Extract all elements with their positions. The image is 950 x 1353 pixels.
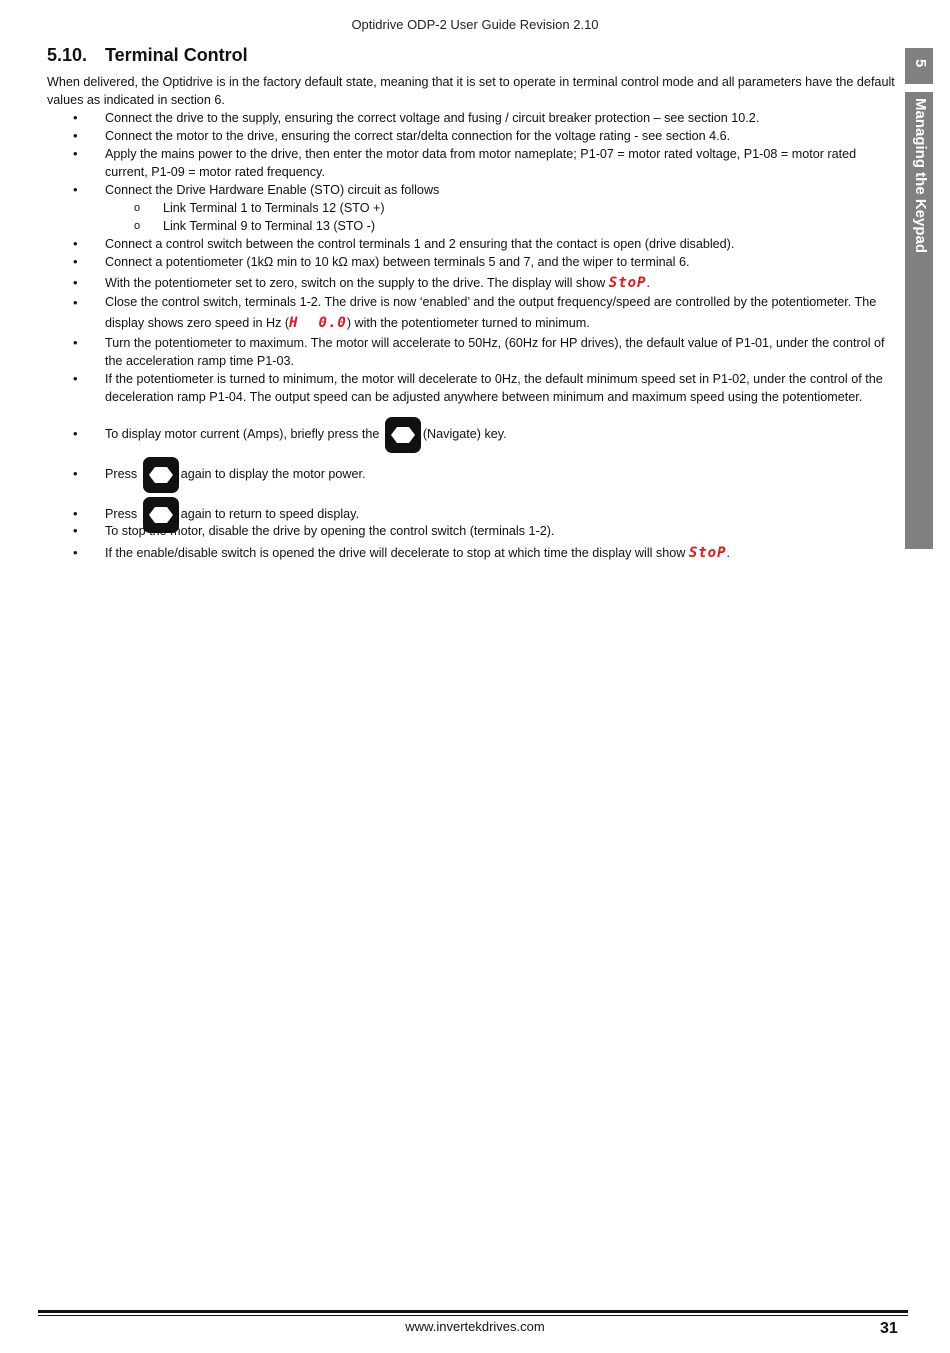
chapter-label: Managing the Keypad xyxy=(912,98,929,254)
bullet-icon: • xyxy=(73,426,78,441)
list-item: • With the potentiometer set to zero, switch on the supply to the drive. The display will show StoP. xyxy=(73,275,650,291)
list-item: • To stop the motor, disable the drive by opening the control switch (terminals 1-2). xyxy=(73,523,555,538)
page-header: Optidrive ODP-2 User Guide Revision 2.10 xyxy=(351,17,599,32)
list-item: • Connect the drive to the supply, ensuring the correct voltage and fusing / circuit breaker protection – see section 10.2. xyxy=(73,110,760,125)
bullet-icon: • xyxy=(73,371,78,386)
section-title-text: Terminal Control xyxy=(105,45,248,65)
display-readout-h: H xyxy=(289,315,299,331)
chapter-number: 5 xyxy=(912,59,929,68)
bullet-icon: • xyxy=(73,236,78,251)
list-item: • Connect a control switch between the control terminals 1 and 2 ensuring that the contact is open (drive disabled). xyxy=(73,236,735,251)
bullet-icon: • xyxy=(73,545,78,560)
intro-paragraph: When delivered, the Optidrive is in the factory default state, meaning that it is set to operate in terminal control mode and all parameters have the default values as indicated in section 6. xyxy=(47,75,895,107)
circle-bullet-icon: o xyxy=(134,220,141,232)
list-item: • Close the control switch, terminals 1-2. The drive is now ‘enabled’ and the output frequency/speed are controlled by the potentiometer. The display shows zero speed in Hz (H 0.0) with the potentiometer turned to minimum. xyxy=(47,292,897,334)
footer-url: www.invertekdrives.com xyxy=(405,1319,545,1334)
bullet-icon: • xyxy=(73,110,78,125)
bullet-icon: • xyxy=(73,466,78,481)
bullet-icon: • xyxy=(73,506,78,521)
list-item: • Press again to display the motor power. xyxy=(47,454,897,494)
list-item: • If the enable/disable switch is opened the drive will decelerate to stop at which time the display will show StoP. xyxy=(73,545,731,561)
bullet-icon: • xyxy=(73,295,78,310)
display-readout: StoP xyxy=(688,545,727,561)
list-item: • Connect the motor to the drive, ensuring the correct star/delta connection for the voltage rating - see section 4.6. xyxy=(73,128,731,143)
display-readout-value: 0.0 xyxy=(318,315,347,331)
bullet-icon: • xyxy=(73,128,78,143)
list-item: • Connect a potentiometer (1kΩ min to 10 kΩ max) between terminals 5 and 7, and the wiper to terminal 6. xyxy=(73,254,690,269)
instruction-list xyxy=(47,109,897,562)
bullet-icon: • xyxy=(73,275,78,290)
sub-list xyxy=(105,199,897,235)
section-title xyxy=(47,45,248,66)
bullet-icon: • xyxy=(73,254,78,269)
bullet-icon: • xyxy=(73,523,78,538)
list-item: • If the potentiometer is turned to minimum, the motor will decelerate to 0Hz, the default minimum speed set in P1-02, under the control of the deceleration ramp P1-04. The output speed can be adjusted anywhere between minimum and maximum speed using the potentiometer. xyxy=(73,371,883,404)
page-number: 31 xyxy=(880,1320,898,1337)
chapter-number-tab xyxy=(905,48,933,84)
navigate-key-icon xyxy=(143,457,179,493)
footer-rule xyxy=(38,1310,908,1313)
display-readout: StoP xyxy=(608,275,647,291)
sub-list-item: o Link Terminal 1 to Terminals 12 (STO +) xyxy=(134,201,385,215)
bullet-icon: • xyxy=(73,335,78,350)
circle-bullet-icon: o xyxy=(134,202,141,214)
section-number: 5.10. xyxy=(47,45,88,65)
list-item: • To display motor current (Amps), briefly press the (Navigate) key. xyxy=(47,414,897,454)
list-item: • Press again to return to speed display. xyxy=(47,494,897,534)
list-item: • Connect the Drive Hardware Enable (STO) circuit as follows o Link Terminal 1 to Terminals 12 (STO +) o Link Terminal 9 to Terminal 13 (STO -) xyxy=(47,181,897,235)
list-item: • Turn the potentiometer to maximum. The motor will accelerate to 50Hz, (60Hz for HP drives), the default value of P1-01, under the control of the acceleration ramp time P1-03. xyxy=(73,335,885,368)
sub-list-item: o Link Terminal 9 to Terminal 13 (STO -) xyxy=(134,219,376,233)
chapter-label-tab xyxy=(905,92,933,549)
navigate-key-icon xyxy=(385,417,421,453)
list-item: • Apply the mains power to the drive, then enter the motor data from motor nameplate; P1-07 = motor rated voltage, P1-08 = motor rated current, P1-09 = motor rated frequency. xyxy=(73,146,857,179)
footer-rule-thin xyxy=(38,1315,908,1316)
bullet-icon: • xyxy=(73,146,78,161)
bullet-icon: • xyxy=(73,182,78,197)
